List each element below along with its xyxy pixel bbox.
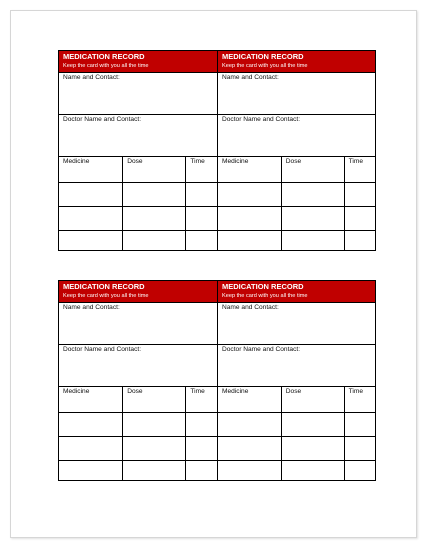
table-cell bbox=[218, 183, 281, 206]
table-cell bbox=[59, 413, 122, 436]
table-cell bbox=[185, 461, 217, 480]
table-cell bbox=[59, 231, 122, 250]
card-header bbox=[59, 281, 217, 302]
table-row bbox=[218, 206, 375, 230]
card-title: MEDICATION RECORD bbox=[63, 52, 145, 61]
card-header bbox=[59, 51, 217, 72]
table-header-row bbox=[218, 386, 375, 412]
column-header-dose: Dose bbox=[281, 157, 344, 182]
table-row bbox=[59, 230, 217, 250]
table-cell bbox=[281, 461, 344, 480]
column-header-time: Time bbox=[185, 157, 217, 182]
card-title: MEDICATION RECORD bbox=[222, 52, 304, 61]
column-header-dose: Dose bbox=[122, 387, 185, 412]
name-contact-field: Name and Contact: bbox=[218, 72, 375, 114]
table-cell bbox=[185, 437, 217, 460]
table-cell bbox=[281, 207, 344, 230]
table-cell bbox=[122, 461, 185, 480]
card-pair-bottom bbox=[58, 280, 376, 481]
table-header-row bbox=[59, 156, 217, 182]
card-header bbox=[218, 51, 375, 72]
doctor-contact-field: Doctor Name and Contact: bbox=[59, 344, 217, 386]
table-row bbox=[218, 460, 375, 480]
table-cell bbox=[344, 183, 375, 206]
table-cell bbox=[281, 437, 344, 460]
table-cell bbox=[344, 461, 375, 480]
table-cell bbox=[185, 207, 217, 230]
column-header-medicine: Medicine bbox=[63, 388, 90, 395]
table-cell bbox=[122, 413, 185, 436]
card-pair-top bbox=[58, 50, 376, 251]
table-cell bbox=[281, 413, 344, 436]
column-header-medicine: Medicine bbox=[222, 388, 249, 395]
card-subtitle: Keep the card with you all the time bbox=[222, 293, 308, 299]
doctor-contact-field: Doctor Name and Contact: bbox=[218, 114, 375, 156]
card-header bbox=[218, 281, 375, 302]
table-cell bbox=[218, 231, 281, 250]
column-header-medicine: Medicine bbox=[63, 158, 90, 165]
name-contact-field: Name and Contact: bbox=[218, 302, 375, 344]
table-cell bbox=[59, 183, 122, 206]
table-row bbox=[218, 436, 375, 460]
card-title: MEDICATION RECORD bbox=[222, 282, 304, 291]
table-cell bbox=[122, 231, 185, 250]
table-cell bbox=[59, 207, 122, 230]
table-cell bbox=[122, 183, 185, 206]
table-row bbox=[59, 182, 217, 206]
card-subtitle: Keep the card with you all the time bbox=[63, 293, 149, 299]
column-header-time: Time bbox=[344, 157, 375, 182]
table-cell bbox=[185, 413, 217, 436]
doctor-contact-field: Doctor Name and Contact: bbox=[59, 114, 217, 156]
table-cell bbox=[218, 461, 281, 480]
table-cell bbox=[344, 207, 375, 230]
column-header-medicine: Medicine bbox=[222, 158, 249, 165]
table-cell bbox=[344, 437, 375, 460]
card-title: MEDICATION RECORD bbox=[63, 282, 145, 291]
table-cell bbox=[122, 437, 185, 460]
table-cell bbox=[281, 183, 344, 206]
table-header-row bbox=[218, 156, 375, 182]
medication-card bbox=[217, 281, 375, 480]
table-row bbox=[218, 182, 375, 206]
table-header-row bbox=[59, 386, 217, 412]
table-cell bbox=[185, 231, 217, 250]
table-row bbox=[59, 206, 217, 230]
medication-card bbox=[217, 51, 375, 250]
table-cell bbox=[344, 231, 375, 250]
column-header-time: Time bbox=[344, 387, 375, 412]
document-page bbox=[10, 10, 417, 538]
column-header-time: Time bbox=[185, 387, 217, 412]
table-row bbox=[218, 412, 375, 436]
table-row bbox=[59, 412, 217, 436]
table-cell bbox=[59, 461, 122, 480]
card-subtitle: Keep the card with you all the time bbox=[63, 63, 149, 69]
table-cell bbox=[281, 231, 344, 250]
card-subtitle: Keep the card with you all the time bbox=[222, 63, 308, 69]
name-contact-field: Name and Contact: bbox=[59, 72, 217, 114]
table-cell bbox=[344, 413, 375, 436]
table-cell bbox=[185, 183, 217, 206]
medication-card bbox=[59, 281, 217, 480]
name-contact-field: Name and Contact: bbox=[59, 302, 217, 344]
table-cell bbox=[59, 437, 122, 460]
table-cell bbox=[218, 437, 281, 460]
table-cell bbox=[218, 413, 281, 436]
table-cell bbox=[122, 207, 185, 230]
table-row bbox=[218, 230, 375, 250]
medication-card bbox=[59, 51, 217, 250]
doctor-contact-field: Doctor Name and Contact: bbox=[218, 344, 375, 386]
table-cell bbox=[218, 207, 281, 230]
column-header-dose: Dose bbox=[122, 157, 185, 182]
table-row bbox=[59, 436, 217, 460]
table-row bbox=[59, 460, 217, 480]
column-header-dose: Dose bbox=[281, 387, 344, 412]
